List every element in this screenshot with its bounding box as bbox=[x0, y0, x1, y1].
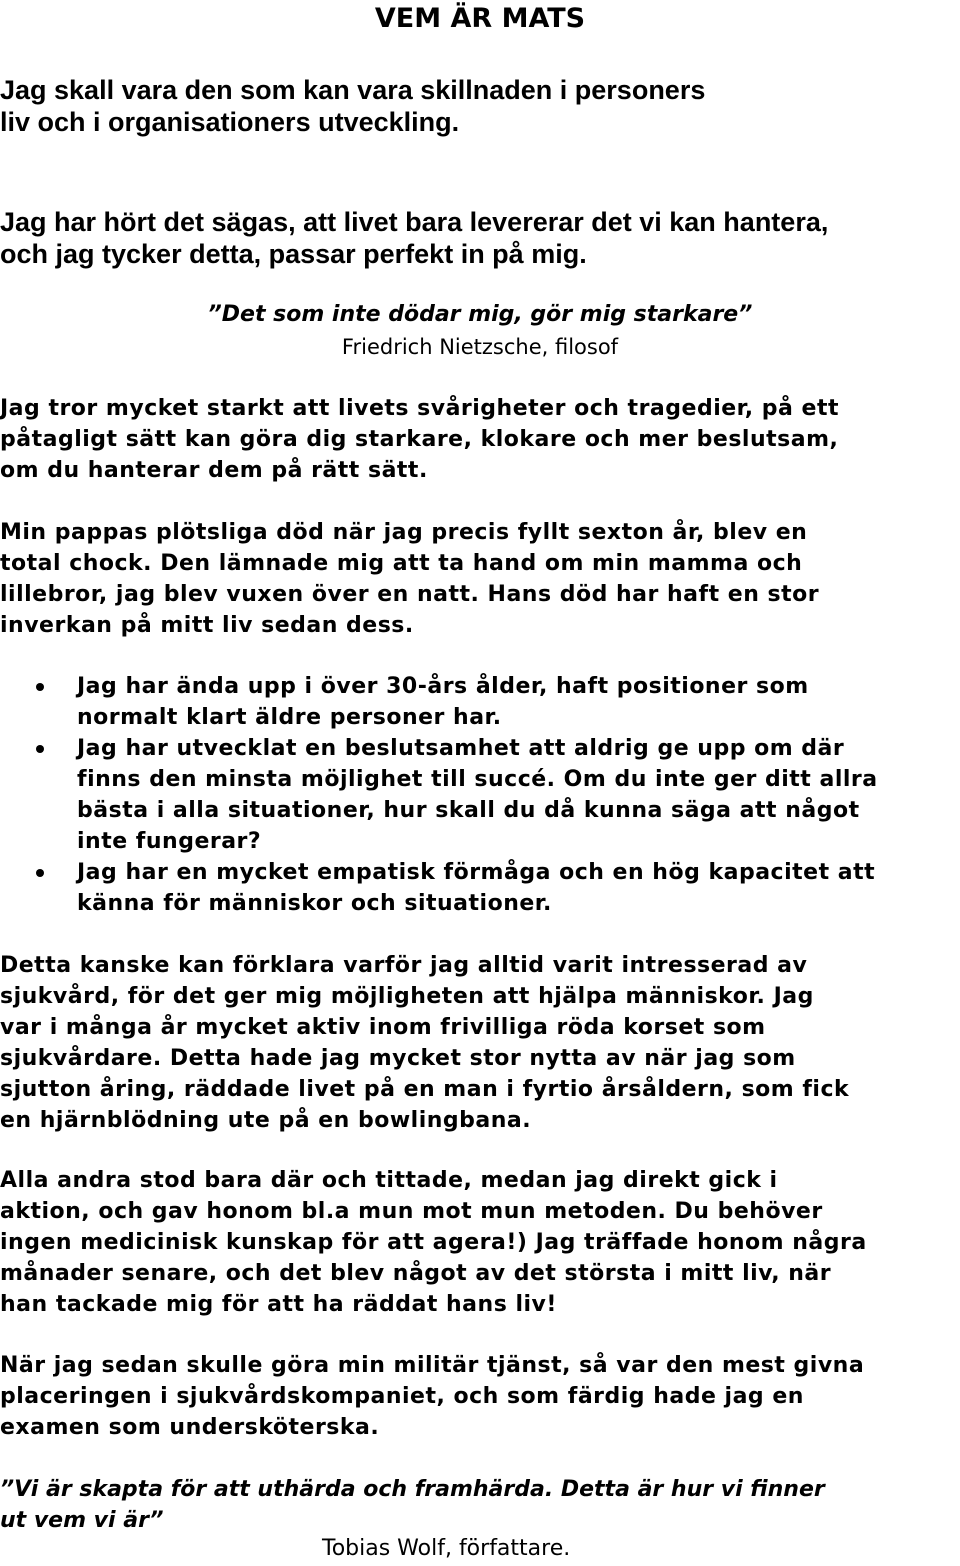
healthcare-line: var i många år mycket aktiv inom frivilliga röda korset som bbox=[0, 1015, 766, 1040]
military-paragraph bbox=[0, 1350, 958, 1443]
list-item bbox=[0, 733, 960, 857]
belief-paragraph bbox=[0, 393, 958, 486]
wolf-attribution: Tobias Wolf, författare. bbox=[322, 1536, 571, 1561]
healthcare-line: en hjärnblödning ute på en bowlingbana. bbox=[0, 1108, 532, 1133]
rescue-line: Alla andra stod bara där och tittade, medan jag direkt gick i bbox=[0, 1168, 778, 1193]
wolf-quote-line: ”Vi är skapta för att uthärda och framhärda. Detta är hur vi finner bbox=[0, 1477, 825, 1502]
rescue-line: aktion, och gav honom bl.a mun mot mun metoden. Du behöver bbox=[0, 1199, 823, 1224]
list-item-line: Jag har utvecklat en beslutsamhet att aldrig ge upp om där bbox=[77, 736, 845, 761]
father-line: lillebror, jag blev vuxen över en natt. Hans död har haft en stor bbox=[0, 582, 820, 607]
nietzsche-attribution: Friedrich Nietzsche, filosof bbox=[341, 335, 619, 359]
list-item-line: Jag har ända upp i över 30-års ålder, haft positioner som bbox=[77, 674, 809, 699]
list-item bbox=[0, 671, 960, 733]
military-line: examen som undersköterska. bbox=[0, 1415, 380, 1440]
wolf-quote-line: ut vem vi är” bbox=[0, 1508, 164, 1533]
bullet-icon bbox=[36, 869, 44, 877]
intro-paragraph bbox=[0, 74, 958, 138]
strengths-list bbox=[0, 671, 960, 919]
list-item-line: inte fungerar? bbox=[77, 829, 262, 854]
list-item bbox=[0, 857, 960, 919]
wolf-quote bbox=[0, 1474, 958, 1536]
belief-line: påtagligt sätt kan göra dig starkare, klokare och mer beslutsam, bbox=[0, 427, 839, 452]
list-item-line: Jag har en mycket empatisk förmåga och en hög kapacitet att bbox=[77, 860, 876, 885]
intro-line: liv och i organisationers utveckling. bbox=[0, 107, 460, 137]
belief-line: Jag tror mycket starkt att livets svårigheter och tragedier, på ett bbox=[0, 396, 839, 421]
intro-line: Jag skall vara den som kan vara skillnaden i personers bbox=[0, 75, 706, 105]
father-line: Min pappas plötsliga död när jag precis fyllt sexton år, blev en bbox=[0, 520, 808, 545]
rescue-line: månader senare, och det blev något av det största i mitt liv, när bbox=[0, 1261, 832, 1286]
statement-line: Jag har hört det sägas, att livet bara levererar det vi kan hantera, bbox=[0, 207, 829, 237]
statement-line: och jag tycker detta, passar perfekt in på mig. bbox=[0, 239, 587, 269]
father-line: total chock. Den lämnade mig att ta hand om min mamma och bbox=[0, 551, 803, 576]
list-item-line: bästa i alla situationer, hur skall du då kunna säga att något bbox=[77, 798, 860, 823]
healthcare-line: Detta kanske kan förklara varför jag alltid varit intresserad av bbox=[0, 953, 808, 978]
military-line: placeringen i sjukvårdskompaniet, och som färdig hade jag en bbox=[0, 1384, 804, 1409]
page-title: VEM ÄR MATS bbox=[374, 3, 586, 34]
statement-paragraph bbox=[0, 206, 958, 270]
bullet-icon bbox=[36, 745, 44, 753]
father-paragraph bbox=[0, 517, 958, 641]
healthcare-line: sjukvårdare. Detta hade jag mycket stor nytta av när jag som bbox=[0, 1046, 796, 1071]
rescue-line: han tackade mig för att ha räddat hans liv! bbox=[0, 1292, 557, 1317]
nietzsche-quote: ”Det som inte dödar mig, gör mig starkare” bbox=[207, 302, 753, 327]
rescue-line: ingen medicinisk kunskap för att agera!) Jag träffade honom några bbox=[0, 1230, 867, 1255]
military-line: När jag sedan skulle göra min militär tjänst, så var den mest givna bbox=[0, 1353, 865, 1378]
father-line: inverkan på mitt liv sedan dess. bbox=[0, 613, 414, 638]
rescue-paragraph bbox=[0, 1165, 958, 1320]
list-item-line: känna för människor och situationer. bbox=[77, 891, 552, 916]
belief-line: om du hanterar dem på rätt sätt. bbox=[0, 458, 428, 483]
bullet-icon bbox=[36, 683, 44, 691]
list-item-line: finns den minsta möjlighet till succé. Om du inte ger ditt allra bbox=[77, 767, 878, 792]
list-item-line: normalt klart äldre personer har. bbox=[77, 705, 502, 730]
healthcare-paragraph bbox=[0, 950, 958, 1136]
healthcare-line: sjutton åring, räddade livet på en man i fyrtio årsåldern, som fick bbox=[0, 1077, 850, 1102]
healthcare-line: sjukvård, för det ger mig möjligheten att hjälpa människor. Jag bbox=[0, 984, 814, 1009]
